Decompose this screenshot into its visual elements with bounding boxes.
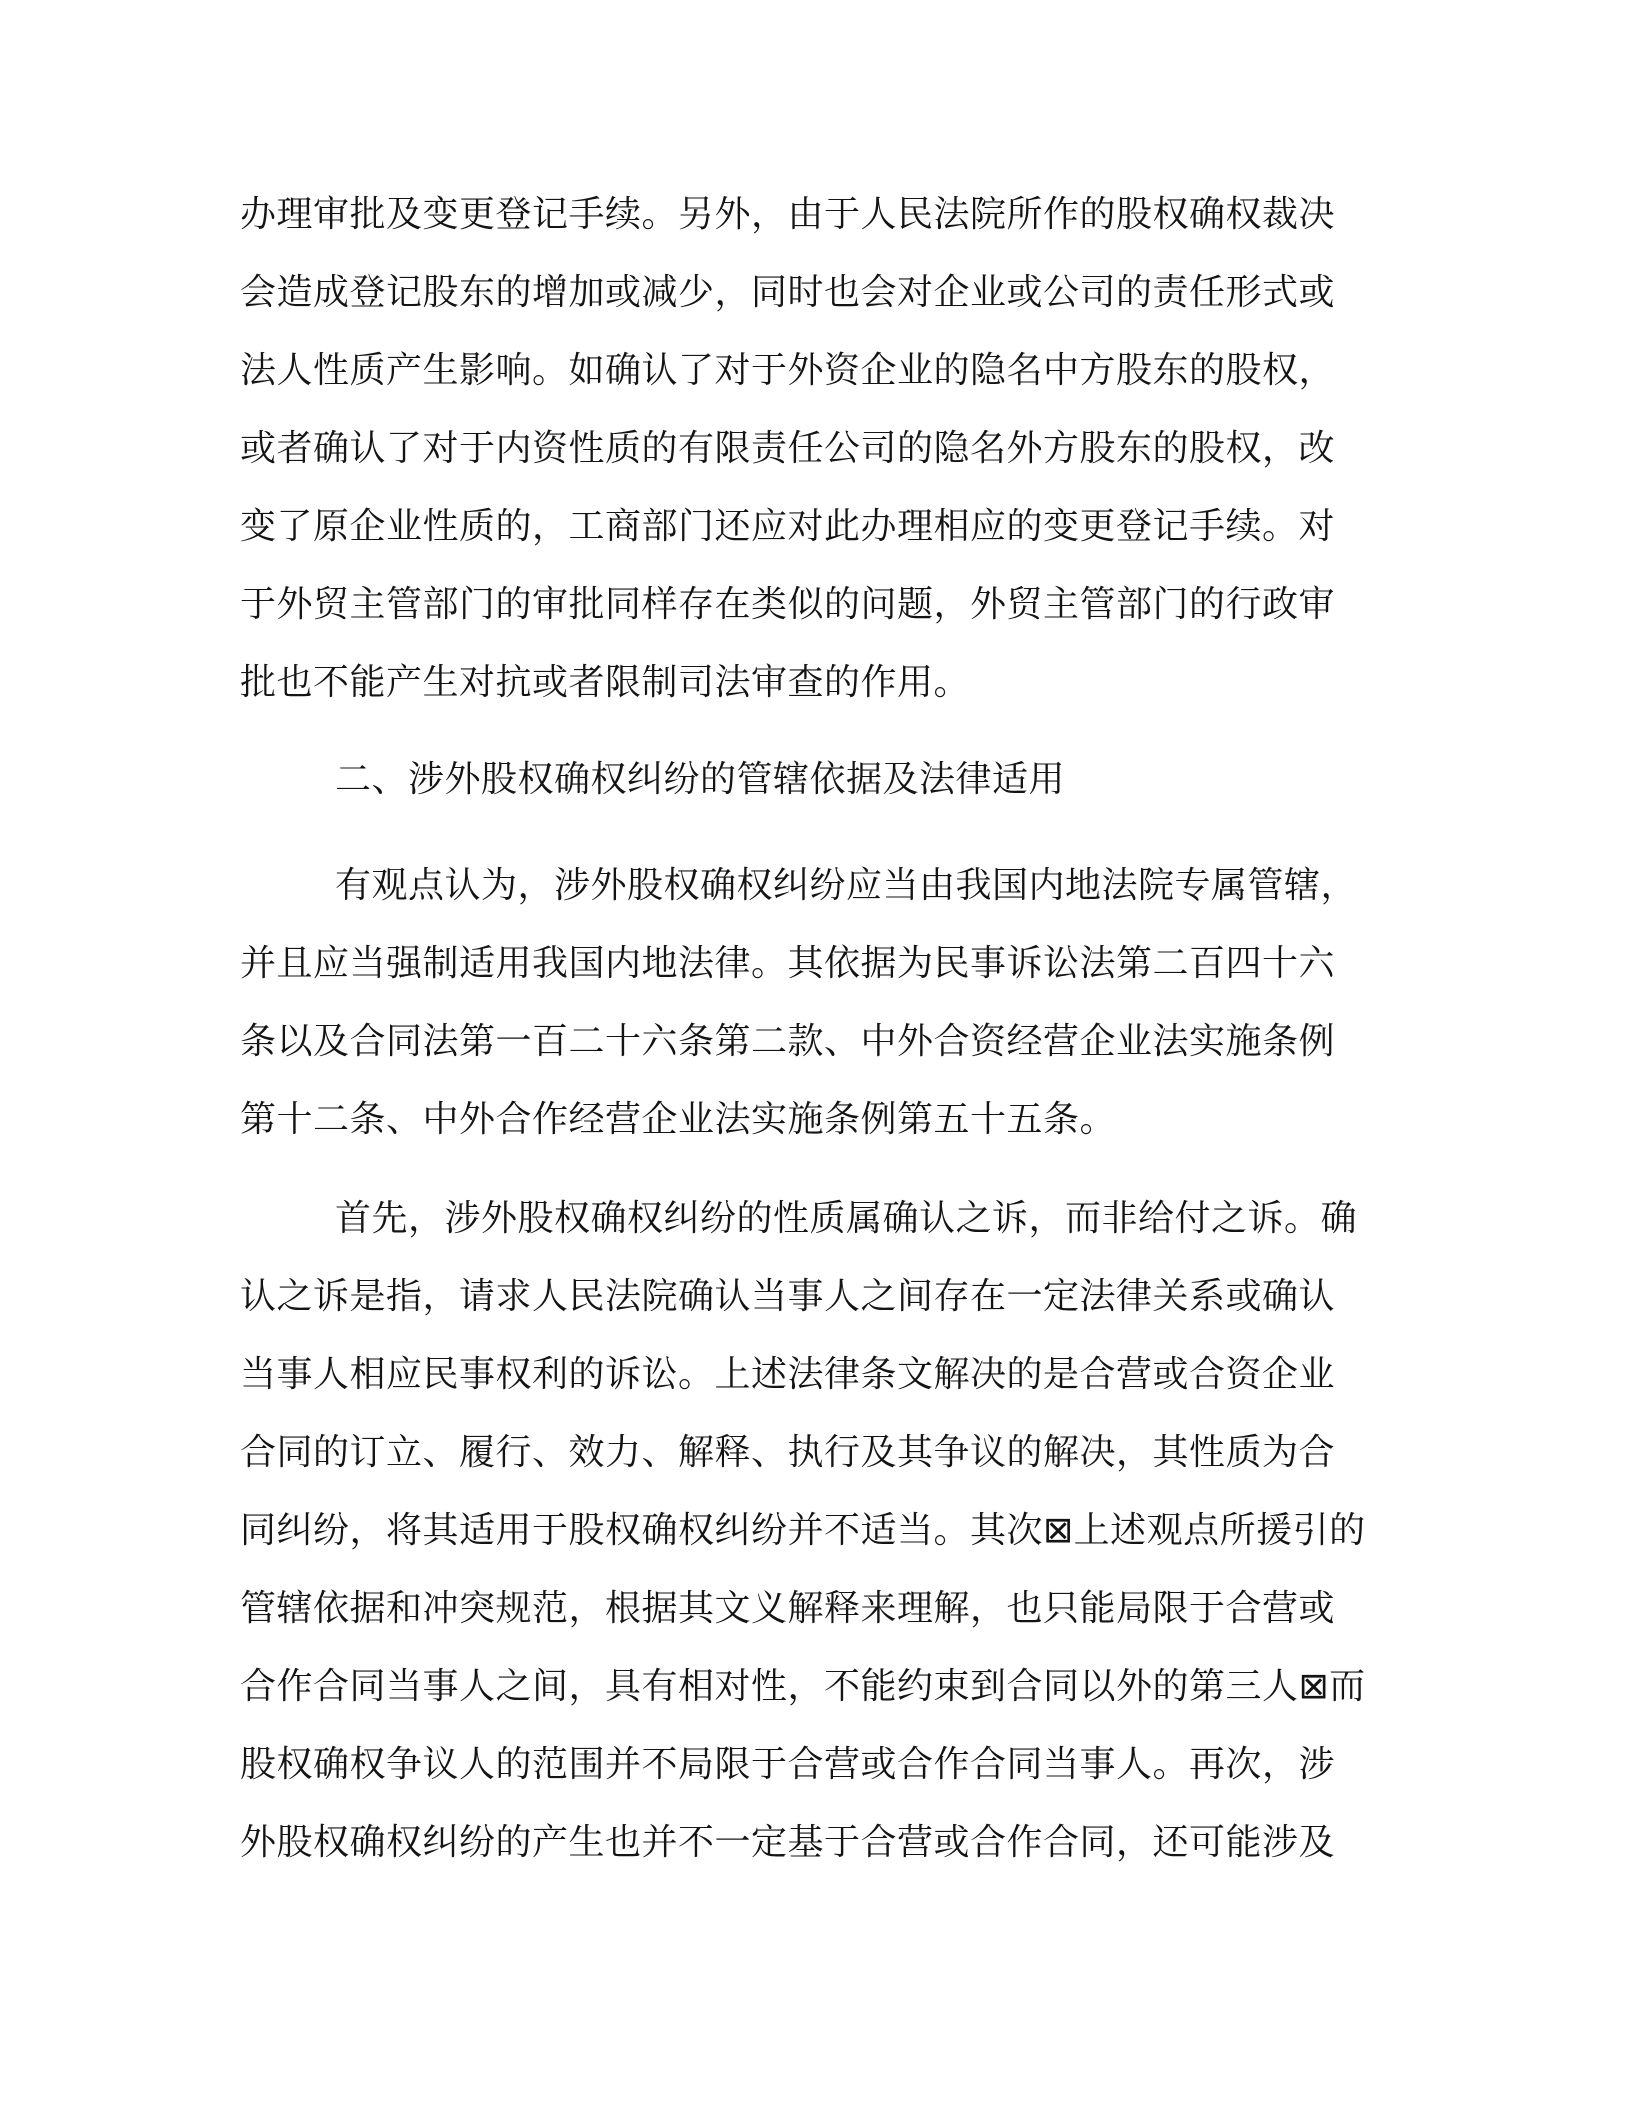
text-line: 当事人相应民事权利的诉讼。上述法律条文解决的是合营或合资企业 xyxy=(240,1354,1336,1395)
text-line: 并且应当强制适用我国内地法律。其依据为民事诉讼法第二百四十六 xyxy=(240,943,1336,984)
heading-text: 二、涉外股权确权纠纷的管辖依据及法律适用 xyxy=(335,759,1066,800)
text-line: 外股权确权纠纷的产生也并不一定基于合营或合作合同，还可能涉及 xyxy=(240,1822,1336,1863)
text-line: 批也不能产生对抗或者限制司法审查的作用。 xyxy=(240,662,971,703)
paragraph-analysis xyxy=(240,1180,1380,1882)
text-line: 股权确权争议人的范围并不局限于合营或合作合同当事人。再次，涉 xyxy=(240,1744,1336,1785)
text-line: 变了原企业性质的，工商部门还应对此办理相应的变更登记手续。对 xyxy=(240,506,1336,547)
text-line: 条以及合同法第一百二十六条第二款、中外合资经营企业法实施条例 xyxy=(240,1021,1336,1062)
text-line: 同纠纷，将其适用于股权确权纠纷并不适当。其次⊠上述观点所援引的 xyxy=(240,1510,1366,1551)
text-line: 合作合同当事人之间，具有相对性，不能约束到合同以外的第三人⊠而 xyxy=(240,1666,1366,1707)
text-line: 或者确认了对于内资性质的有限责任公司的隐名外方股东的股权，改 xyxy=(240,428,1336,469)
paragraph-continuation xyxy=(240,176,1380,722)
text-line: 第十二条、中外合作经营企业法实施条例第五十五条。 xyxy=(240,1099,1117,1140)
text-line: 认之诉是指，请求人民法院确认当事人之间存在一定法律关系或确认 xyxy=(240,1276,1336,1317)
text-line: 有观点认为，涉外股权确权纠纷应当由我国内地法院专属管辖， xyxy=(335,865,1358,906)
section-heading xyxy=(240,741,1380,819)
text-line: 于外贸主管部门的审批同样存在类似的问题，外贸主管部门的行政审 xyxy=(240,584,1336,625)
text-line: 法人性质产生影响。如确认了对于外资企业的隐名中方股东的股权， xyxy=(240,350,1336,391)
text-line: 首先，涉外股权确权纠纷的性质属确认之诉，而非给付之诉。确 xyxy=(335,1198,1358,1239)
text-line: 会造成登记股东的增加或减少，同时也会对企业或公司的责任形式或 xyxy=(240,272,1336,313)
text-line: 管辖依据和冲突规范，根据其文义解释来理解，也只能局限于合营或 xyxy=(240,1588,1336,1629)
text-line: 办理审批及变更登记手续。另外，由于人民法院所作的股权确权裁决 xyxy=(240,194,1336,235)
text-line: 合同的订立、履行、效力、解释、执行及其争议的解决，其性质为合 xyxy=(240,1432,1336,1473)
paragraph-jurisdiction-view xyxy=(240,847,1380,1159)
